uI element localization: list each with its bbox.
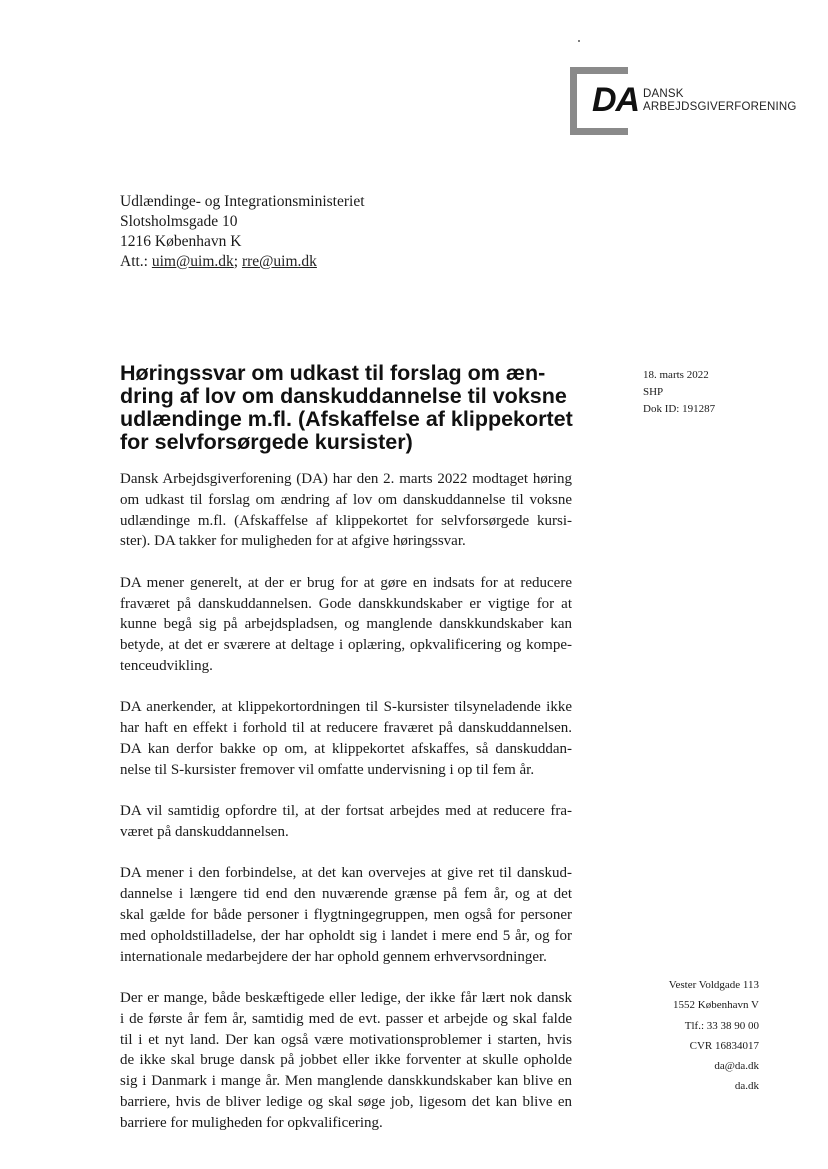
address-website[interactable]: da.dk bbox=[734, 1080, 759, 1093]
recipient-line: Slotsholmsgade 10 bbox=[120, 213, 238, 230]
text-line: om udkast til forslag om ændring af lov om danskuddannelse til voksne bbox=[120, 491, 572, 508]
text-line: udlændinge m.fl. (Afskaffelse af klippekortet for selvforsørgede kursi- bbox=[120, 512, 572, 529]
text-line: har haft en effekt i forhold til at reducere fraværet på danskuddannelsen. bbox=[120, 720, 572, 737]
logo-name-line: DANSK bbox=[643, 88, 684, 100]
title-line: udlændinge m.fl. (Afskaffelse af klippekortet bbox=[120, 407, 573, 431]
text-line: barriere, hvis de bliver ledige og skal søge job, ligesom det kan blive en bbox=[120, 1093, 572, 1110]
paragraph bbox=[120, 863, 572, 967]
email-link-rre[interactable]: rre@uim.dk bbox=[241, 253, 317, 270]
logo-name bbox=[643, 88, 797, 114]
title-line: for selvforsørgede kursister) bbox=[120, 430, 413, 454]
recipient-address bbox=[120, 192, 365, 272]
text-line: nelse til S-kursister fremover vil omfatte undervisning i op til fem år. bbox=[120, 761, 535, 778]
text-line: DA mener i den forbindelse, at det kan overvejes at give ret til danskud- bbox=[120, 865, 572, 882]
text-line: DA vil samtidig opfordre til, at der fortsat arbejdes med at reducere fra- bbox=[120, 803, 572, 820]
text-line: Dansk Arbejdsgiverforening (DA) har den 2. marts 2022 modtaget høring bbox=[120, 471, 572, 487]
document-title bbox=[120, 362, 572, 454]
text-line: de ikke skal bruge dansk på jobbet eller ikke forventer at skulle opholde bbox=[120, 1052, 572, 1069]
paragraph bbox=[120, 988, 572, 1134]
paragraph bbox=[120, 801, 572, 843]
paragraph bbox=[120, 573, 572, 677]
text-line: DA kan derfor bakke op om, at klippekortet afskaffes, så danskuddan- bbox=[120, 740, 572, 757]
letter-body bbox=[120, 469, 572, 1154]
text-line: i de første år fem år, samtidig med de evt. passer et arbejde og skal falde bbox=[120, 1010, 572, 1027]
text-line: kunne begå sig på arbejdspladsen, og manglende danskkundskaber kan bbox=[120, 616, 572, 633]
paragraph bbox=[120, 697, 572, 780]
document-initials: SHP bbox=[643, 386, 664, 398]
text-line: fraværet på danskuddannelsen. Gode danskkundskaber er vigtige for at bbox=[120, 595, 572, 612]
address-city: 1552 København V bbox=[673, 999, 759, 1012]
text-line: DA mener generelt, at der er brug for at gøre en indsats for at reducere bbox=[120, 574, 572, 591]
paragraph bbox=[120, 469, 572, 552]
document-meta bbox=[643, 367, 715, 418]
text-line: skal gælde for både personer i flygtningegruppen, men også for personer bbox=[120, 906, 572, 923]
text-line: tenceudvikling. bbox=[120, 657, 213, 674]
address-phone: Tlf.: 33 38 90 00 bbox=[684, 1019, 759, 1032]
title-line: Høringssvar om udkast til forslag om æn- bbox=[120, 361, 546, 385]
text-line: barriere for muligheden for opkvalificering. bbox=[120, 1114, 383, 1131]
address-email[interactable]: da@da.dk bbox=[714, 1060, 759, 1073]
logo-mark: DA bbox=[592, 81, 640, 119]
text-line: Der er mange, både beskæftigede eller ledige, der ikke får lært nok dansk bbox=[120, 989, 572, 1006]
text-line: DA anerkender, at klippekortordningen til S-kursister tilsyneladende ikke bbox=[120, 699, 572, 716]
att-prefix: Att.: bbox=[120, 253, 152, 270]
text-line: dannelse i længere tid end den nuværende grænse på fem år, og at det bbox=[120, 886, 572, 903]
address-street: Vester Voldgade 113 bbox=[668, 979, 759, 991]
text-line: været på danskuddannelsen. bbox=[120, 823, 289, 840]
text-line: ster). DA takker for muligheden for at afgive høringssvar. bbox=[120, 533, 466, 550]
document-id: Dok ID: 191287 bbox=[643, 403, 716, 415]
document-date: 18. marts 2022 bbox=[643, 369, 709, 381]
recipient-line: 1216 København K bbox=[120, 233, 242, 250]
recipient-line: Udlændinge- og Integrationsministeriet bbox=[120, 193, 365, 210]
email-separator: ; bbox=[233, 253, 242, 270]
text-line: med opholdstilladelse, der har opholdt sig i landet i mere end 5 år, og for bbox=[120, 927, 572, 944]
logo-name-line: ARBEJDSGIVERFORENING bbox=[643, 101, 797, 113]
text-line: betyde, at det er sværere at deltage i oplæring, opkvalificering og kompe- bbox=[120, 637, 572, 654]
sender-address bbox=[669, 975, 759, 1097]
title-line: dring af lov om danskuddannelse til voksne bbox=[120, 384, 567, 408]
text-line: internationale medarbejdere der har ophold gennem erhvervsordninger. bbox=[120, 948, 547, 965]
email-link-uim[interactable]: uim@uim.dk bbox=[151, 253, 234, 270]
recipient-att-line bbox=[120, 252, 365, 272]
text-line: sig i Danmark i mange år. Men manglende danskkundskaber kan blive en bbox=[120, 1073, 572, 1090]
address-cvr: CVR 16834017 bbox=[689, 1039, 759, 1052]
scan-speck bbox=[578, 40, 580, 42]
text-line: til i et nyt land. Der kan også være motivationsproblemer i starten, hvis bbox=[120, 1031, 572, 1048]
